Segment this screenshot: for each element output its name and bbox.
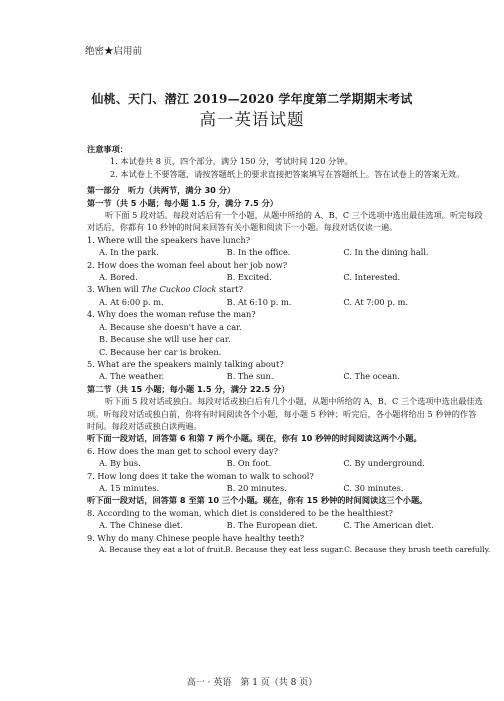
option-b: B. The European diet. [226, 520, 318, 531]
question-3-prefix: 3. When will [87, 284, 142, 295]
option-c: C. The American diet. [343, 520, 434, 531]
confidential-label: 绝密★启用前 [85, 46, 143, 57]
section1-instructions: 听下面 5 段对话。每段对话后有一个小题，从题中所给的 A、B、C 三个选项中选出最佳选项。听完每段对话后，你都有 10 秒钟的时间来回答有关小题和阅读下一小题。每段对话仅读一遍。 [87, 210, 483, 233]
option-b: B. Because she will use her car. [99, 334, 231, 345]
option-c: C. 30 minutes. [343, 482, 404, 493]
option-a: A. The Chinese diet. [99, 520, 183, 531]
question-3-options [87, 296, 483, 308]
option-c: C. At 7:00 p. m. [343, 296, 409, 307]
page-footer: 高一 · 英语 第 1 页（共 8 页） [186, 678, 318, 688]
option-a: A. By bus. [99, 458, 141, 469]
option-b: B. Excited. [226, 272, 272, 283]
option-a: A. At 6:00 p. m. [99, 296, 164, 307]
option-b: B. At 6:10 p. m. [226, 296, 292, 307]
question-5: 5. What are the speakers mainly talking about? [87, 358, 284, 369]
question-9-options [87, 544, 491, 556]
option-c: C. Because her car is broken. [99, 346, 222, 357]
option-a: A. Bored. [99, 272, 138, 283]
dialog-7-intro: 听下面一段对话，回答第 8 至第 10 三个小题。现在，你有 15 秒钟的时间阅读这三个小题。 [87, 495, 428, 506]
part1-title: 第一部分 听力（共两节，满分 30 分） [87, 185, 236, 196]
question-8: 8. According to the woman, which diet is considered to be the healthiest? [87, 507, 393, 518]
question-2-options [87, 271, 483, 283]
dialog-6-intro: 听下面一段对话，回答第 6 和第 7 两个小题。现在，你有 10 秒钟的时间阅读这两个小题。 [87, 433, 422, 444]
question-1: 1. Where will the speakers have lunch? [87, 234, 251, 245]
section2-title: 第二节（共 15 小题；每小题 1.5 分，满分 22.5 分） [87, 383, 290, 394]
question-7: 7. How long does it take the woman to walk to school? [87, 470, 314, 481]
option-c: C. Because they brush teeth carefully. [344, 545, 491, 554]
question-9: 9. Why do many Chinese people have healthy teeth? [87, 532, 305, 543]
question-3-suffix: start? [216, 284, 243, 295]
option-a: A. The weather. [99, 371, 165, 382]
question-4: 4. Why does the woman refuse the man? [87, 309, 256, 320]
note-item-1: 1. 本试卷共 8 页，四个部分，满分 150 分，考试时间 120 分钟。 [110, 156, 353, 167]
section1-title: 第一节（共 5 小题；每小题 1.5 分，满分 7.5 分） [87, 197, 278, 208]
question-6: 6. How does the man get to school every day? [87, 445, 278, 456]
exam-subtitle: 高一英语试题 [199, 110, 305, 129]
option-b: B. On foot. [226, 458, 272, 469]
question-7-options [87, 482, 483, 494]
notes-heading: 注意事项： [87, 144, 128, 154]
question-2: 2. How does the woman feel about her job now? [87, 259, 288, 270]
section2-instructions: 听下面 5 段对话或独白。每段对话或独白后有几个小题，从题中所给的 A、B、C 三个选项中选出最佳选项。听每段对话或独白前，你将有时间阅读各个小题，每小题 5 秒钟；听完后，各小题将给出 5 秒钟的作答时间。每段对话或独白读两遍。 [87, 396, 483, 431]
option-a: A. Because they eat a lot of fruit. [99, 545, 226, 554]
option-b: B. Because they eat less sugar. [225, 545, 345, 554]
exam-content [87, 143, 491, 556]
question-1-options [87, 246, 483, 258]
option-c: C. The ocean. [343, 371, 400, 382]
exam-title: 仙桃、天门、潜江 2019—2020 学年度第二学期期末考试 [91, 92, 413, 106]
question-5-options [87, 370, 483, 382]
question-8-options [87, 519, 483, 531]
option-b: B. 20 minutes. [226, 482, 287, 493]
option-b: B. In the office. [226, 247, 291, 258]
question-6-options [87, 457, 483, 469]
option-c: C. Interested. [343, 272, 401, 283]
option-a: A. In the park. [99, 247, 159, 258]
question-3 [87, 283, 483, 295]
option-a: A. Because she doesn't have a car. [99, 321, 242, 332]
question-3-title: The Cuckoo Clock [141, 284, 217, 295]
note-item-2: 2. 本试卷上不要答题，请按答题纸上的要求直接把答案填写在答题纸上。答在试卷上的答案无效。 [110, 168, 465, 179]
option-c: C. In the dining hall. [343, 247, 429, 258]
option-b: B. The sun. [226, 371, 274, 382]
option-c: C. By underground. [343, 458, 425, 469]
option-a: A. 15 minutes. [99, 482, 160, 493]
